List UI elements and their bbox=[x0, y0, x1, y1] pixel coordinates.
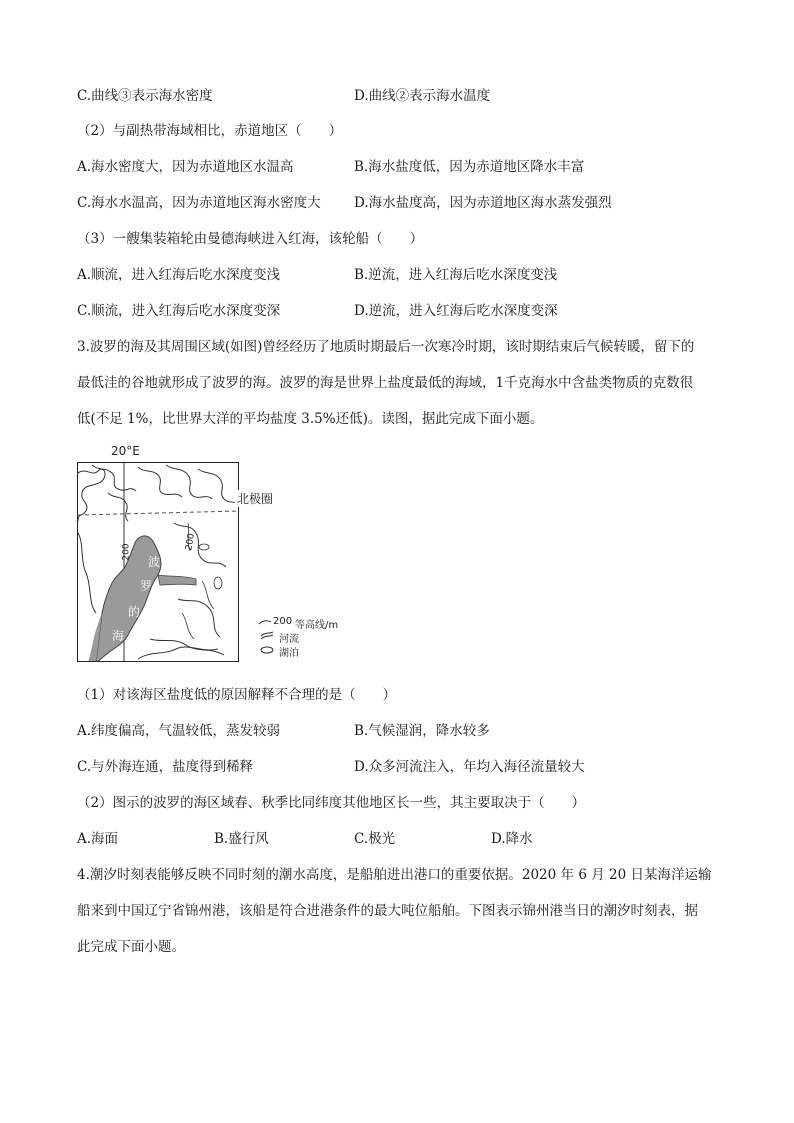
sea-name-char: 罗 bbox=[140, 579, 153, 593]
map-frame bbox=[77, 462, 239, 662]
legend-river-label: 河流 bbox=[279, 634, 299, 645]
option-d: D.逆流，进入红海后吃水深度变深 bbox=[354, 303, 558, 319]
option-d: D.降水 bbox=[491, 831, 533, 847]
option-b: B.海水盐度低，因为赤道地区降水丰富 bbox=[354, 159, 585, 175]
question-stem: （2）图示的波罗的海区域春、秋季比同纬度其他地区长一些，其主要取决于（ ） bbox=[77, 795, 586, 811]
option-a: A.顺流，进入红海后吃水深度变浅 bbox=[77, 267, 281, 283]
sea-name-char: 海 bbox=[112, 629, 125, 643]
question-intro: 3.波罗的海及其周围区域(如图)曾经经历了地质时期最后一次寒冷时期，该时期结束后气候转暖，留下的 bbox=[77, 339, 695, 355]
contour-value-label: 200 bbox=[184, 532, 198, 552]
question-intro: 低(不足 1%，比世界大洋的平均盐度 3.5%还低)。读图，据此完成下面小题。 bbox=[77, 411, 544, 427]
question-intro: 最低洼的谷地就形成了波罗的海。波罗的海是世界上盐度最低的海域，1千克海水中含盐类物质的克数很 bbox=[77, 375, 694, 391]
legend-lake-label: 湖泊 bbox=[279, 648, 299, 659]
map-legend bbox=[257, 614, 357, 664]
option-d: D.众多河流注入，年均入海径流量较大 bbox=[354, 759, 585, 775]
option-c: C.海水水温高，因为赤道地区海水密度大 bbox=[77, 195, 321, 211]
question-stem: （2）与副热带海域相比，赤道地区（ ） bbox=[77, 123, 343, 139]
option-b: B.盛行风 bbox=[214, 831, 269, 847]
option-d: D.海水盐度高，因为赤道地区海水蒸发强烈 bbox=[354, 195, 612, 211]
option-a: A.海面 bbox=[77, 831, 119, 847]
baltic-sea-map bbox=[77, 444, 361, 664]
contour-value-label: 200 bbox=[121, 543, 132, 561]
legend-contour-label: 等高线/m bbox=[295, 620, 339, 631]
question-intro: 船来到中国辽宁省锦州港，该船是符合进港条件的最大吨位船舶。下图表示锦州港当日的潮汐时刻表，据 bbox=[77, 903, 698, 919]
arctic-circle-label: 北极圈 bbox=[237, 492, 274, 506]
question-stem: （1）对该海区盐度低的原因解释不合理的是（ ） bbox=[77, 687, 397, 703]
question-intro: 此完成下面小题。 bbox=[77, 939, 185, 955]
sea-name-char: 波 bbox=[148, 555, 161, 569]
option-a: A.海水密度大，因为赤道地区水温高 bbox=[77, 159, 294, 175]
option-c: C.极光 bbox=[354, 831, 396, 847]
question-intro: 4.潮汐时刻表能够反映不同时刻的潮水高度，是船舶进出港口的重要依据。2020 年 6 月 20 日某海洋运输 bbox=[77, 867, 712, 883]
option-c: C.顺流，进入红海后吃水深度变深 bbox=[77, 303, 281, 319]
option-a: A.纬度偏高，气温较低，蒸发较弱 bbox=[77, 723, 281, 739]
option-b: B.逆流，进入红海后吃水深度变浅 bbox=[354, 267, 558, 283]
sea-name-char: 的 bbox=[128, 605, 141, 619]
legend-contour-value: 200 bbox=[273, 616, 293, 627]
option-b: B.气候湿润，降水较多 bbox=[354, 723, 490, 739]
option-d: D.曲线②表示海水温度 bbox=[354, 88, 491, 104]
option-c: C.曲线③表示海水密度 bbox=[77, 88, 213, 104]
longitude-label: 20°E bbox=[111, 444, 140, 458]
question-stem: （3）一艘集装箱轮由曼德海峡进入红海，该轮船（ ） bbox=[77, 231, 424, 247]
option-c: C.与外海连通，盐度得到稀释 bbox=[77, 759, 254, 775]
